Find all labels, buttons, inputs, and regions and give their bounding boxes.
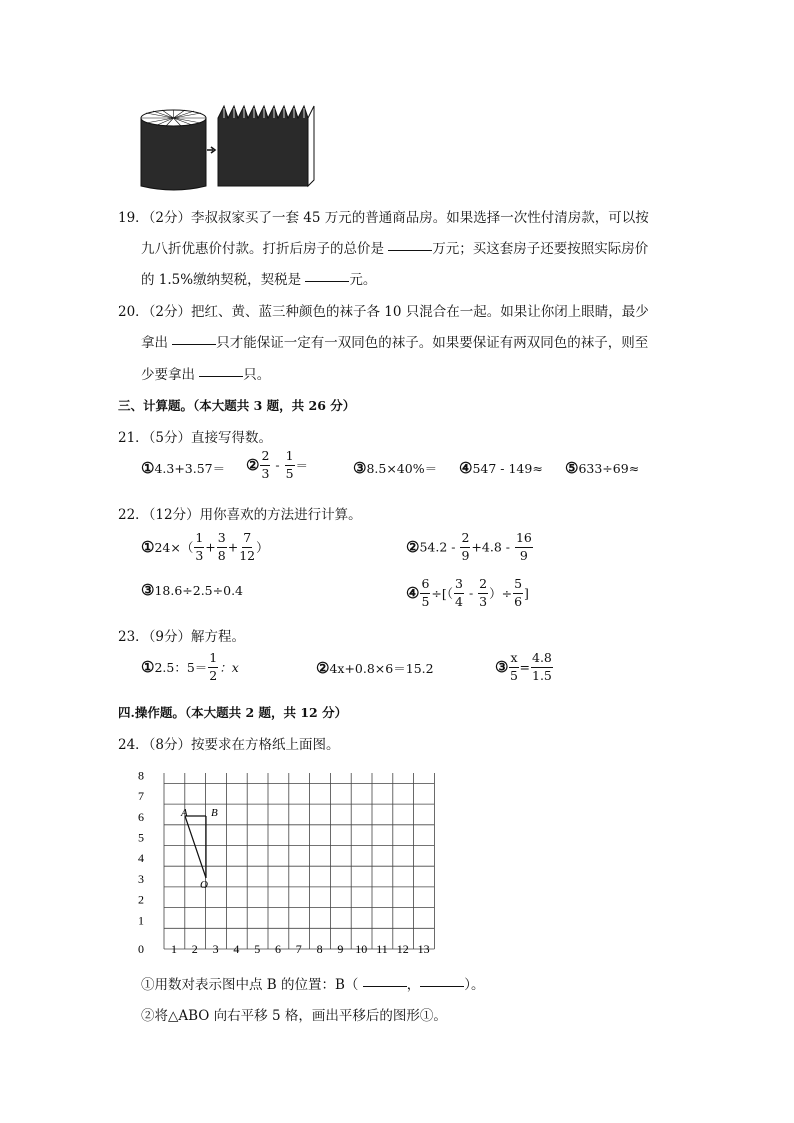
q21-item-1: ①4.3+3.57＝ bbox=[141, 459, 226, 477]
x-tick-label: 8 bbox=[316, 942, 323, 956]
q22-title: 22．（12分）用你喜欢的方法进行计算。 bbox=[118, 507, 362, 523]
x-tick-label: 12 bbox=[396, 942, 409, 956]
y-tick-label: 1 bbox=[138, 913, 144, 928]
q21-title: 21．（5分）直接写得数。 bbox=[118, 430, 273, 446]
y-axis-labels bbox=[138, 768, 144, 956]
y-tick-label: 2 bbox=[138, 892, 144, 907]
q22-item-3: ③18.6÷2.5÷0.4 bbox=[141, 581, 243, 599]
q22-item-2: ②54.2 - $\frac{2}{9}$ +4.8 - $\frac{16}{9}$ bbox=[406, 530, 532, 563]
q19-line3: 的 1.5%缴纳契税，契税是 元。 bbox=[141, 272, 377, 288]
q21-item-4: ④547 - 149≈ bbox=[459, 459, 543, 477]
q24-sub2: ②将△ABO 向右平移 5 格，画出平移后的图形①。 bbox=[141, 1008, 447, 1024]
y-tick-label: 5 bbox=[138, 830, 144, 845]
q20-line1: 20．（2分）把红、黄、蓝三种颜色的袜子各 10 只混合在一起。如果让你闭上眼睛，最少 bbox=[118, 304, 649, 320]
answer-blank[interactable] bbox=[388, 249, 432, 251]
q21-item-3: ③8.5×40%＝ bbox=[353, 459, 438, 477]
x-tick-label: 4 bbox=[233, 942, 240, 956]
q20-line2: 拿出 只才能保证一定有一双同色的袜子。如果要保证有两双同色的袜子，则至 bbox=[141, 335, 649, 351]
y-tick-label: 4 bbox=[138, 851, 144, 866]
q19-line1: 19．（2分）李叔叔家买了一套 45 万元的普通商品房。如果选择一次性付清房款，可以按 bbox=[118, 210, 649, 226]
q24-sub1: ①用数对表示图中点 B 的位置：B（ ， ）。 bbox=[141, 977, 485, 993]
point-b-label: B bbox=[211, 807, 218, 819]
x-tick-label: 1 bbox=[171, 942, 177, 956]
section-3-heading: 三、计算题。（本大题共 3 题，共 26 分） bbox=[118, 398, 356, 413]
x-tick-label: 7 bbox=[295, 942, 302, 956]
q21-item-5: ⑤633÷69≈ bbox=[565, 459, 640, 477]
y-tick-label: 6 bbox=[138, 809, 144, 824]
x-tick-label: 5 bbox=[254, 942, 261, 956]
grid-lines bbox=[164, 773, 434, 949]
point-a-label: A bbox=[181, 807, 188, 819]
q21-item-2: ② $\frac{2}{3}$ - $\frac{1}{5}$ ＝ bbox=[246, 448, 309, 481]
answer-blank[interactable] bbox=[305, 280, 349, 282]
answer-blank[interactable] bbox=[172, 343, 216, 345]
q24-title: 24．（8分）按要求在方格纸上面图。 bbox=[118, 737, 340, 753]
cylinder-prism-figure bbox=[136, 100, 336, 192]
q20-line3: 少要拿出 只。 bbox=[141, 367, 271, 383]
q19-line2: 九八折优惠价付款。打折后房子的总价是 万元；买这套房子还要按照实际房价 bbox=[141, 241, 649, 257]
x-tick-label: 13 bbox=[417, 942, 430, 956]
x-tick-label: 10 bbox=[355, 942, 368, 956]
answer-blank[interactable] bbox=[420, 985, 464, 987]
x-tick-label: 3 bbox=[212, 942, 219, 956]
q23-title: 23．（9分）解方程。 bbox=[118, 629, 246, 645]
q22-item-4: ④ $\frac{6}{5}$ ÷[（ $\frac{3}{4}$ - $\frac{2}{3}$ ）÷ $\frac{5}{6}$ ] bbox=[406, 576, 529, 609]
y-tick-label: 3 bbox=[138, 871, 144, 886]
x-tick-label: 6 bbox=[275, 942, 281, 956]
q23-item-1: ①2.5：5＝ $\frac{1}{2}$ ：x bbox=[141, 650, 239, 683]
q22-item-1: ①24×（ $\frac{1}{3}$ + $\frac{3}{8}$ + $\frac{7}{12}$ ） bbox=[141, 530, 269, 563]
x-tick-label: 2 bbox=[191, 942, 198, 956]
y-tick-label: 0 bbox=[138, 942, 144, 956]
y-tick-label: 8 bbox=[138, 768, 144, 783]
answer-blank[interactable] bbox=[199, 375, 243, 377]
y-tick-label: 7 bbox=[138, 789, 144, 804]
point-o-label: O bbox=[200, 879, 208, 891]
x-tick-label: 9 bbox=[337, 942, 344, 956]
triangle-abo bbox=[185, 816, 206, 878]
section-4-heading: 四.操作题。（本大题共 2 题，共 12 分） bbox=[118, 705, 348, 720]
answer-blank[interactable] bbox=[363, 985, 407, 987]
q23-item-3: ③ $\frac{x}{5}$ = $\frac{4.8}{1.5}$ bbox=[495, 650, 552, 683]
q23-item-2: ②4x+0.8×6＝15.2 bbox=[316, 659, 434, 677]
coordinate-grid bbox=[130, 764, 450, 960]
x-tick-label: 11 bbox=[376, 942, 388, 956]
